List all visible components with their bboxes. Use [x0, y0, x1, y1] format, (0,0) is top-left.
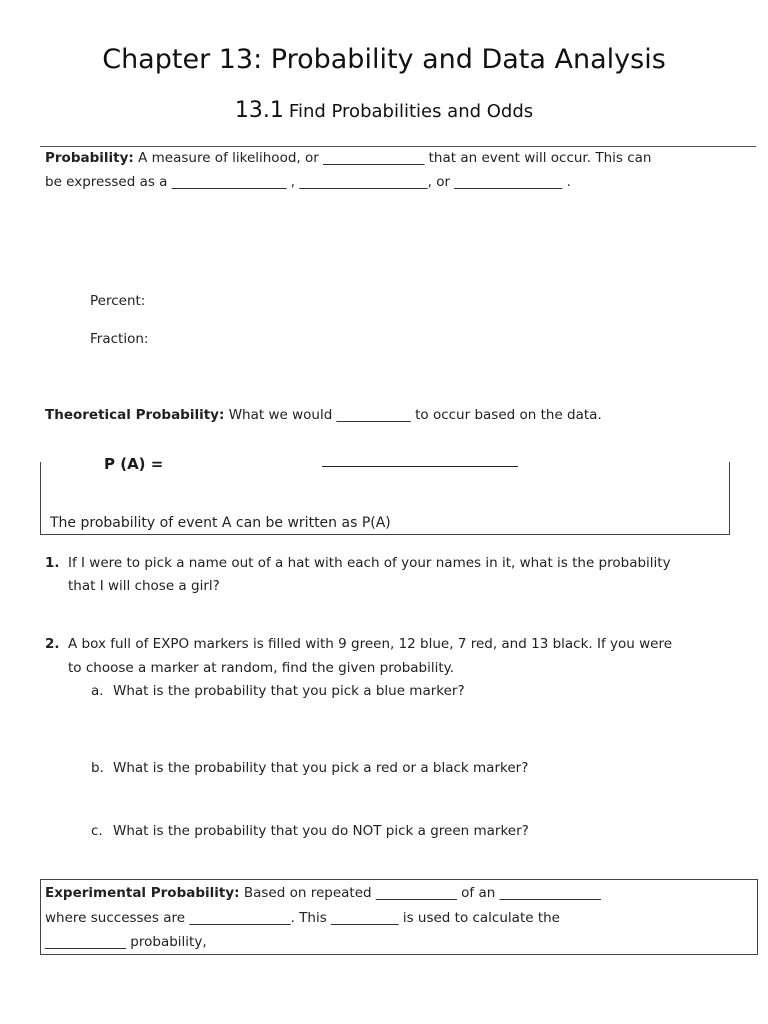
- probability-text-1: A measure of likelihood, or _______________ that an event will occur. This can: [138, 150, 652, 166]
- theoretical-text: What we would ___________ to occur based on the data.: [228, 407, 602, 423]
- subpart-label: b.: [91, 760, 104, 776]
- experimental-line2: where successes are _______________. This __________ is used to calculate the: [45, 910, 560, 926]
- theoretical-definition: [45, 403, 602, 427]
- question-text: A box full of EXPO markers is filled with 9 green, 12 blue, 7 red, and 13 black. If you were: [68, 636, 673, 652]
- probability-definition-line2: be expressed as a _________________ , ___________________, or ________________ .: [45, 174, 571, 190]
- question-text: to choose a marker at random, find the given probability.: [68, 660, 455, 676]
- formula-note: The probability of event A can be written as P(A): [50, 515, 391, 531]
- subpart-label: c.: [91, 823, 103, 839]
- theoretical-term: Theoretical Probability:: [45, 407, 225, 423]
- question-number: 1.: [45, 555, 60, 571]
- fraction-bar: [322, 466, 518, 467]
- percent-label: Percent:: [90, 293, 146, 309]
- experimental-term: Experimental Probability:: [45, 885, 240, 901]
- fraction-label: Fraction:: [90, 331, 149, 347]
- subpart-text: What is the probability that you pick a blue marker?: [113, 683, 465, 699]
- experimental-line1: [45, 881, 601, 905]
- probability-term: Probability:: [45, 150, 134, 166]
- question-text: that I will chose a girl?: [68, 578, 220, 594]
- subpart-label: a.: [91, 683, 104, 699]
- section-number: 13.1: [234, 98, 284, 123]
- subpart-text: What is the probability that you pick a red or a black marker?: [113, 760, 529, 776]
- formula-label: P (A) =: [104, 455, 164, 473]
- experimental-text-1: Based on repeated ____________ of an _______________: [243, 885, 601, 901]
- probability-definition-line1: [45, 146, 651, 170]
- subpart-text: What is the probability that you do NOT pick a green marker?: [113, 823, 529, 839]
- page-title: Chapter 13: Probability and Data Analysis: [102, 44, 666, 75]
- section-heading: [0, 98, 768, 123]
- experimental-line3: ____________ probability,: [45, 934, 207, 950]
- question-number: 2.: [45, 636, 60, 652]
- section-title: Find Probabilities and Odds: [288, 101, 534, 122]
- question-text: If I were to pick a name out of a hat with each of your names in it, what is the probability: [68, 555, 671, 571]
